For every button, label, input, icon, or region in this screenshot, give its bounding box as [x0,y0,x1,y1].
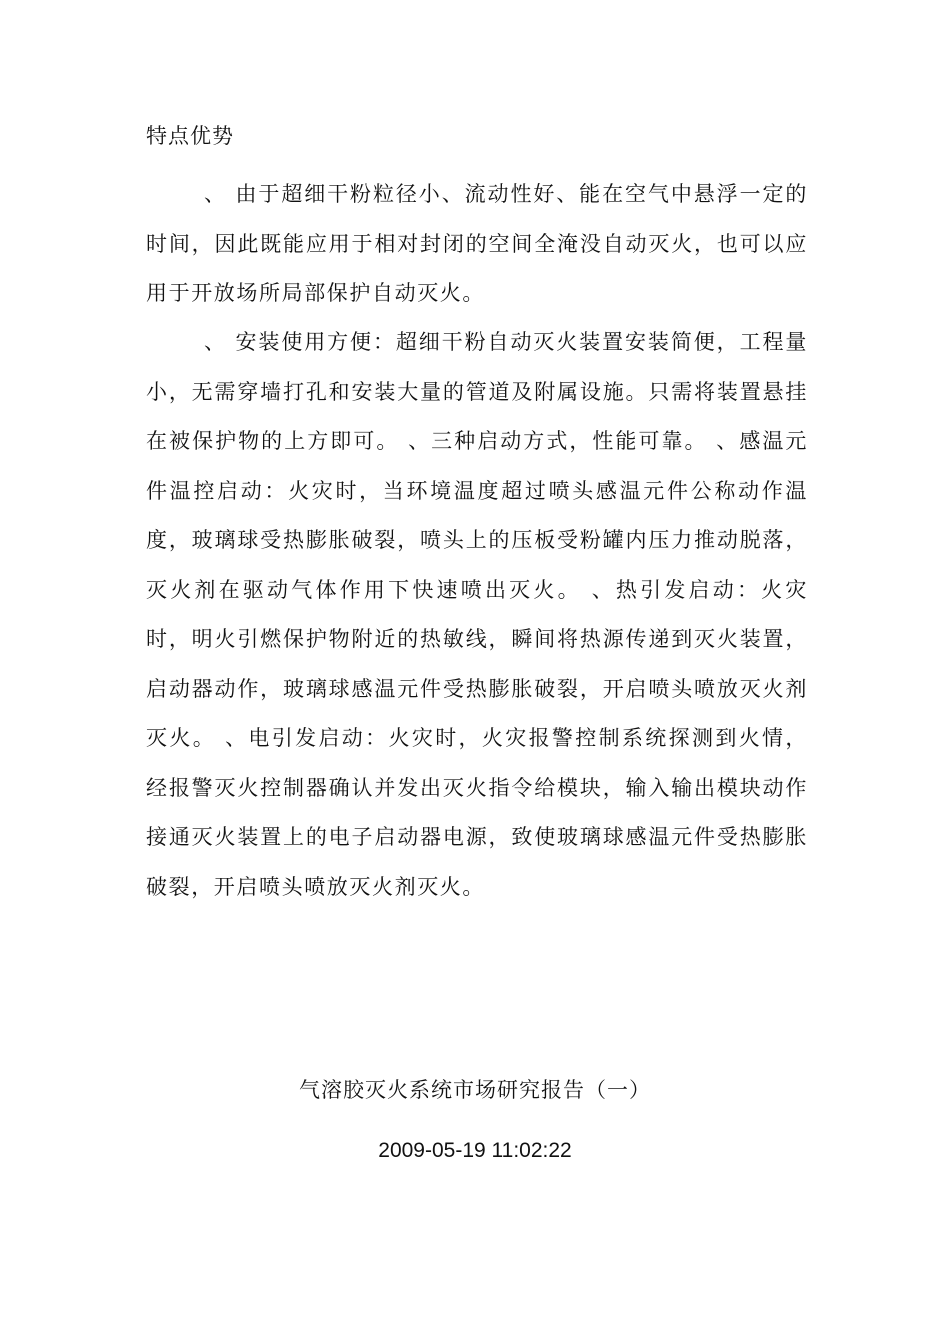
report-timestamp: 2009-05-19 11:02:22 [378,1139,572,1162]
paragraph-1: 、 由于超细干粉粒径小、流动性好、能在空气中悬浮一定的时间，因此既能应用于相对封闭的空间全淹没自动灭火，也可以应用于开放场所局部保护自动灭火。 [146,182,808,305]
report-title: 气溶胶灭火系统市场研究报告（一） [299,1078,651,1102]
section-heading: 特点优势 [146,124,234,148]
paragraph-2: 、 安装使用方便：超细干粉自动灭火装置安装简便，工程量小，无需穿墙打孔和安装大量的管道及附属设施。只需将装置悬挂在被保护物的上方即可。 、三种启动方式，性能可靠。 、感温元件温控启动：火灾时，当环境温度超过喷头感温元件公称动作温度，玻璃球受热膨胀破裂，喷头上的压板受粉罐内压力推动脱落，灭火剂在驱动气体作用下快速喷出灭火。 、热引发启动：火灾时，明火引燃保护物附近的热敏线，瞬间将热源传递到灭火装置，启动器动作，玻璃球感温元件受热膨胀破裂，开启喷头喷放灭火剂灭火。 、电引发启动：火灾时，火灾报警控制系统探测到火情，经报警灭火控制器确认并发出灭火指令给模块，输入输出模块动作接通灭火装置上的电子启动器电源，致使玻璃球感温元件受热膨胀破裂，开启喷头喷放灭火剂灭火。 [146,330,808,899]
